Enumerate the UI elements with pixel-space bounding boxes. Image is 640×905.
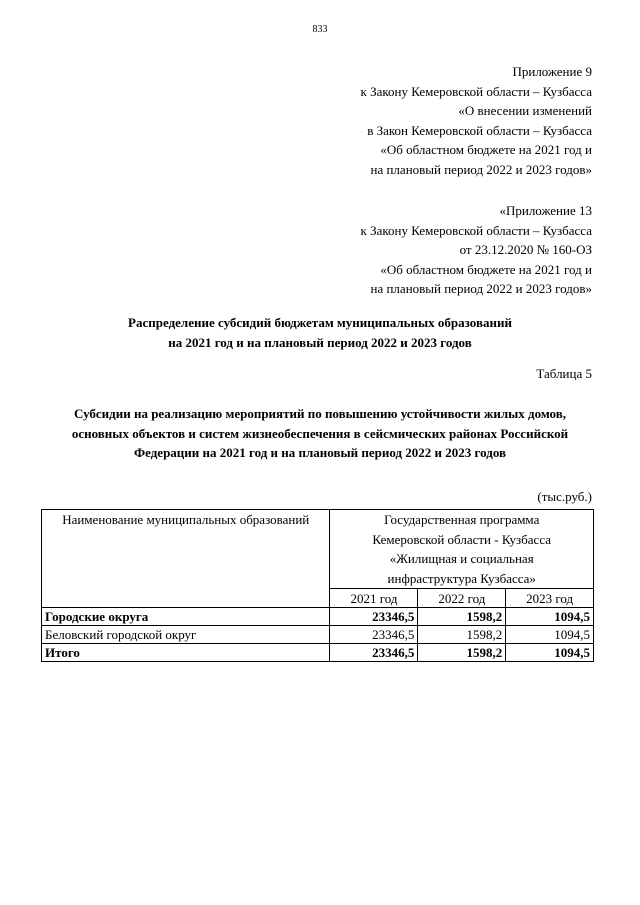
program-header-line: «Жилищная и социальная bbox=[389, 551, 534, 566]
row-value-2021: 23346,5 bbox=[330, 626, 418, 644]
program-header-line: Кемеровской области - Кузбасса bbox=[372, 531, 552, 547]
page-number: 833 bbox=[312, 24, 328, 35]
appendix-9-line: на плановый период 2022 и 2023 годов» bbox=[370, 161, 592, 177]
table-label: Таблица 5 bbox=[536, 366, 592, 381]
row-value-2023: 1094,5 bbox=[506, 608, 594, 626]
table-title-line: Субсидии на реализацию мероприятий по повышению устойчивости жилых домов, bbox=[74, 406, 566, 421]
subsidy-table bbox=[41, 509, 594, 662]
table-header-row bbox=[42, 510, 594, 589]
column-header-2021: 2021 год bbox=[330, 589, 418, 608]
row-value-2021: 23346,5 bbox=[330, 644, 418, 662]
document-title-line: Распределение субсидий бюджетам муниципальных образований bbox=[128, 315, 512, 330]
row-value-2023: 1094,5 bbox=[506, 626, 594, 644]
row-value-2022: 1598,2 bbox=[418, 608, 506, 626]
row-name: Городские округа bbox=[42, 608, 330, 626]
appendix-13-line: к Закону Кемеровской области – Кузбасса bbox=[360, 222, 592, 238]
appendix-13-line: на плановый период 2022 и 2023 годов» bbox=[370, 281, 592, 296]
appendix-9-line: к Закону Кемеровской области – Кузбасса bbox=[360, 83, 592, 99]
appendix-13-header bbox=[361, 201, 593, 299]
appendix-9-line: «Об областном бюджете на 2021 год и bbox=[380, 142, 592, 157]
column-header-2023: 2023 год bbox=[506, 589, 594, 608]
column-header-program bbox=[330, 510, 594, 589]
row-name: Беловский городской округ bbox=[42, 626, 330, 644]
document-title-line: на 2021 год и на плановый период 2022 и 2023 годов bbox=[168, 335, 472, 350]
appendix-13-line: от 23.12.2020 № 160-ОЗ bbox=[459, 242, 592, 257]
program-header-line: Государственная программа bbox=[384, 512, 540, 527]
document-title bbox=[0, 313, 640, 353]
row-value-2023: 1094,5 bbox=[506, 644, 594, 662]
appendix-9-line: в Закон Кемеровской области – Кузбасса bbox=[367, 122, 592, 138]
table-title-line: основных объектов и систем жизнеобеспечения в сейсмических районах Российской bbox=[71, 425, 569, 441]
appendix-9-header bbox=[361, 62, 593, 179]
table-row bbox=[42, 608, 594, 626]
row-value-2022: 1598,2 bbox=[418, 644, 506, 662]
row-value-2021: 23346,5 bbox=[330, 608, 418, 626]
table-total-row bbox=[42, 644, 594, 662]
column-header-2022: 2022 год bbox=[418, 589, 506, 608]
appendix-9-line: Приложение 9 bbox=[512, 64, 592, 79]
appendix-13-line: «Приложение 13 bbox=[499, 203, 592, 218]
column-header-municipality: Наименование муниципальных образований bbox=[42, 510, 330, 608]
table-title-line: Федерации на 2021 год и на плановый период 2022 и 2023 годов bbox=[133, 445, 507, 460]
row-name: Итого bbox=[42, 644, 330, 662]
table-title bbox=[30, 404, 610, 463]
table-row bbox=[42, 626, 594, 644]
program-header-line: инфраструктура Кузбасса» bbox=[387, 570, 536, 586]
appendix-13-line: «Об областном бюджете на 2021 год и bbox=[380, 261, 592, 277]
units-label: (тыс.руб.) bbox=[537, 489, 592, 504]
row-value-2022: 1598,2 bbox=[418, 626, 506, 644]
appendix-9-line: «О внесении изменений bbox=[458, 103, 592, 118]
